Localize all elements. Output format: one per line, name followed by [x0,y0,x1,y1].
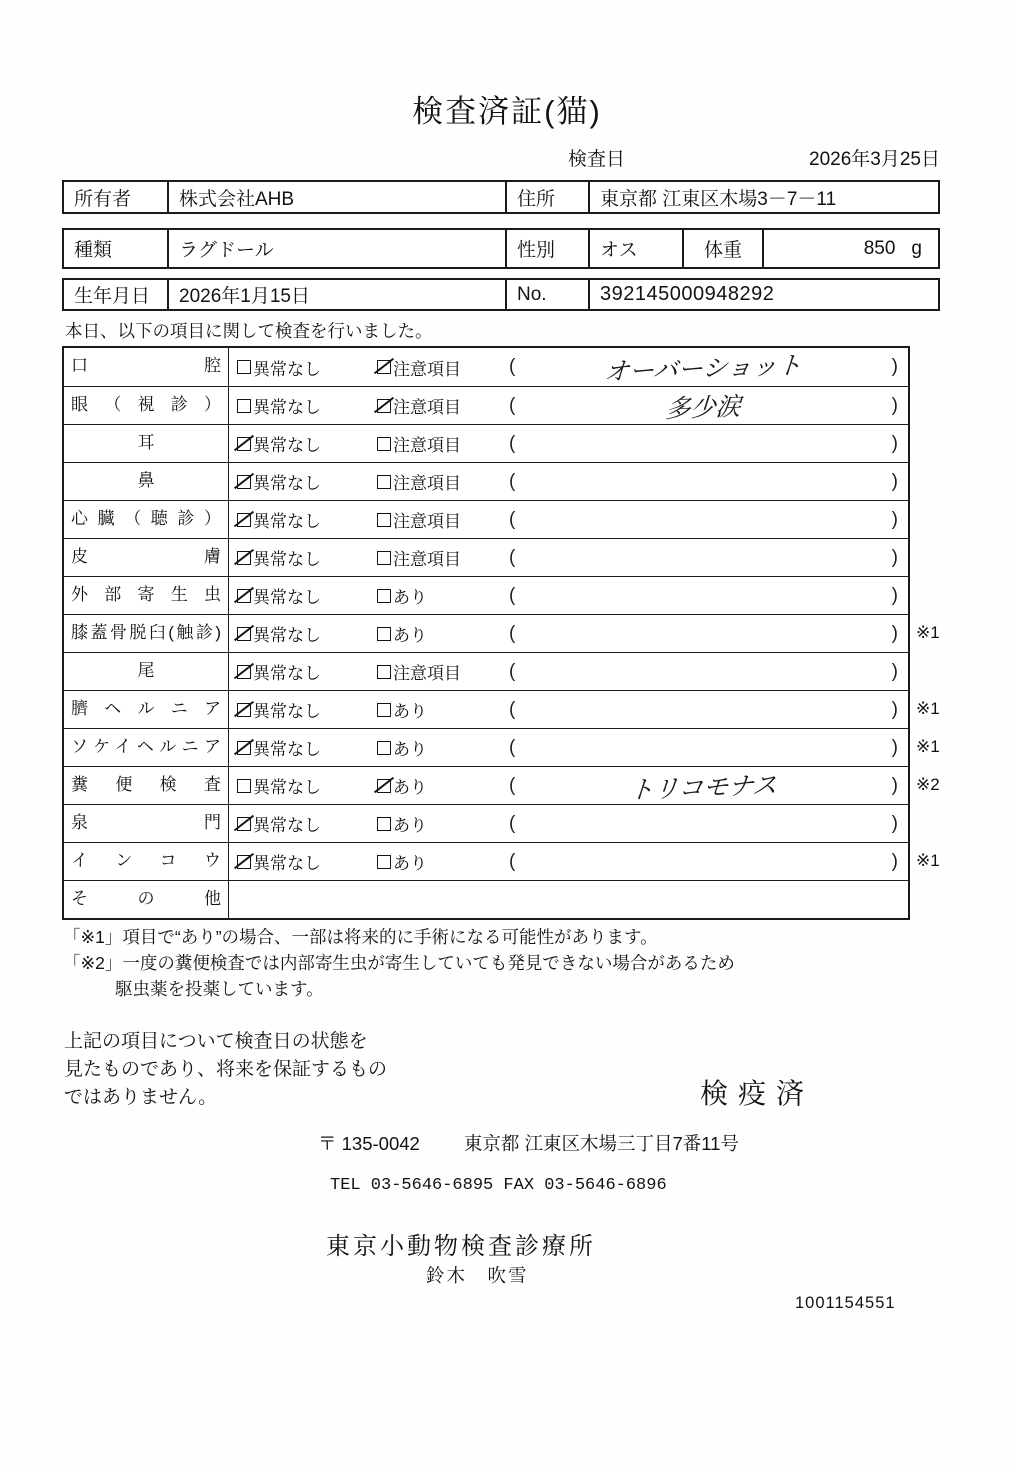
option-label: あり [393,626,427,645]
inspection-row-tail [64,652,908,690]
option-attention [377,659,509,684]
option-label: あり [393,702,427,721]
tel-fax: TEL 03-5646-6895 FAX 03-5646-6896 [330,1176,667,1195]
paren-open: ( [509,660,516,682]
option-label: 異常なし [253,512,321,531]
paren-close: ) [891,356,898,377]
checkbox-present [377,741,391,755]
item-label: 皮膚 [64,539,229,576]
option-label: 異常なし [253,626,321,645]
handwritten-finding: オーバーショット [603,351,804,387]
handwritten-finding [515,703,891,716]
option-label: 異常なし [253,740,321,759]
checkbox-normal [237,551,251,565]
paren-close: ) [891,850,898,872]
option-label: あり [393,854,427,873]
checkbox-normal [237,437,251,451]
item-label: 口腔 [64,348,229,386]
option-attention [377,469,509,494]
clinic-address-row [318,1130,739,1156]
weight-label: 体重 [684,230,764,267]
checkbox-present [377,779,391,793]
option-normal [237,583,377,608]
item-label: 心臓（聴診） [64,501,229,538]
note-mark: ※2 [916,775,940,794]
option-attention [377,507,509,532]
checkbox-normal [237,817,251,831]
serial-number: 1001154551 [795,1294,896,1312]
option-normal [237,355,377,380]
paren-open: ( [509,356,516,377]
postal-code: 〒 135-0042 [318,1133,420,1154]
inspection-row-inguinal-hernia [64,728,940,766]
paren-close: ) [891,584,898,606]
paren-open: ( [509,394,516,416]
checkbox-attention [377,551,391,565]
checkbox-normal [237,360,251,374]
option-label: 注意項目 [393,436,461,455]
option-label: あり [393,588,427,607]
option-label: 異常なし [253,778,321,797]
inspection-row-inkou [64,842,940,880]
option-label: 異常なし [253,854,321,873]
handwritten-finding [515,855,891,868]
option-normal [237,393,377,418]
inspection-row-ears [64,424,908,462]
inspection-date-value: 2026年3月25日 [809,149,940,170]
paren-close: ) [891,394,898,416]
clinic-address: 東京都 江東区木場三丁目7番11号 [463,1133,739,1154]
paren-close: ) [891,736,898,758]
checkbox-normal [237,399,251,413]
option-normal [237,469,377,494]
sex-value: オス [590,230,684,267]
inspection-row-fecal-exam [64,766,940,805]
option-label: 異常なし [253,550,321,569]
option-present [377,735,509,760]
option-label: 注意項目 [393,359,461,379]
birthdate-label: 生年月日 [64,280,169,309]
inspection-row-skin [64,538,908,576]
paren-open: ( [509,812,516,834]
option-present [377,811,509,836]
paren-close: ) [891,508,898,530]
option-normal [237,621,377,646]
option-normal [237,735,377,760]
option-present [377,697,509,722]
note-mark: ※1 [916,699,940,718]
checkbox-normal [237,475,251,489]
handwritten-finding [515,589,891,602]
option-label: 注意項目 [393,664,461,683]
footnotes [63,924,735,1002]
paren-open: ( [509,850,516,872]
option-normal [237,659,377,684]
option-normal [237,849,377,874]
weight-value: 850 [863,237,896,259]
checkbox-normal [237,665,251,679]
note-mark: ※1 [916,737,940,756]
checkbox-normal [237,703,251,717]
option-normal [237,431,377,456]
paren-open: ( [509,432,516,454]
option-label: あり [393,778,427,797]
footnote-2: 「※2」一度の糞便検査では内部寄生虫が寄生していても発見できない場合があるため [63,953,735,973]
note-mark: ※1 [916,623,940,642]
inspection-row-patella [64,614,940,652]
disclaimer-line: 上記の項目について検査日の状態を [64,1031,368,1052]
paren-open: ( [509,470,516,492]
option-normal [237,507,377,532]
inspection-table [62,346,940,920]
inspection-row-heart [64,500,908,538]
footnote-1: 「※1」項目で“あり”の場合、一部は将来的に手術になる可能性があります。 [63,927,658,947]
option-label: 異常なし [253,588,321,607]
item-label: 鼻 [64,463,229,500]
paren-close: ) [891,622,898,644]
option-label: あり [393,816,427,835]
option-label: 注意項目 [393,512,461,531]
quarantine-stamp: 検疫済 [700,1078,815,1109]
checkbox-normal [237,513,251,527]
checkbox-attention [377,475,391,489]
handwritten-finding [515,437,891,450]
paren-open: ( [509,698,516,720]
paren-close: ) [891,812,898,834]
option-present [377,583,509,608]
checkbox-normal [237,627,251,641]
inspection-row-external-parasite [64,576,908,614]
inspection-row-umbilical-hernia [64,690,940,728]
option-label: 異常なし [253,816,321,835]
inspection-row-eyes [64,386,908,424]
owner-row [62,180,940,214]
handwritten-finding: 多少涙 [664,392,742,423]
number-label: No. [507,280,590,309]
handwritten-finding [515,817,891,830]
item-label: 耳 [64,425,229,462]
paren-close: ) [891,698,898,720]
inspection-row-nose [64,462,908,500]
item-label: 臍ヘルニア [64,691,229,728]
paren-close: ) [891,432,898,454]
address-label: 住所 [507,182,590,212]
checkbox-attention [377,399,391,413]
checkbox-normal [237,855,251,869]
weight-unit: g [911,237,922,259]
disclaimer-line: 見たものであり、将来を保証するもの [64,1059,388,1080]
checkbox-present [377,817,391,831]
page-title: 検査済証(猫) [412,94,602,129]
option-label: 異常なし [253,359,321,379]
item-label: 泉門 [64,805,229,842]
paren-open: ( [509,546,516,568]
option-label: 注意項目 [393,550,461,569]
other-empty-cell [229,881,908,918]
checkbox-normal [237,779,251,793]
option-label: あり [393,740,427,759]
sex-label: 性別 [507,230,590,267]
option-label: 注意項目 [393,398,461,417]
checkbox-attention [377,513,391,527]
checkbox-present [377,627,391,641]
option-label: 異常なし [253,702,321,721]
item-label: その他 [64,881,229,918]
handwritten-finding [515,513,891,526]
item-label: 膝蓋骨脱臼(触診) [64,615,229,652]
address-value: 東京都 江東区木場3－7－11 [600,188,837,210]
handwritten-finding: トリコモナス [628,770,779,805]
checkbox-present [377,589,391,603]
option-present [377,773,509,798]
weight-cell [764,230,938,267]
handwritten-finding [515,475,891,488]
owner-value: 株式会社AHB [169,182,507,212]
birth-row [62,278,940,311]
option-normal [237,697,377,722]
item-label: 外部寄生虫 [64,577,229,614]
handwritten-finding [515,627,891,640]
option-attention [377,545,509,570]
disclaimer [64,1028,387,1112]
option-label: 異常なし [253,664,321,683]
option-attention [377,355,509,380]
birthdate-value: 2026年1月15日 [169,280,507,309]
microchip-number: 392145000948292 [600,283,775,305]
item-label: 眼（視診） [64,387,229,424]
option-label: 異常なし [253,474,321,493]
option-present [377,849,509,874]
item-label: ソケイヘルニア [64,729,229,766]
paren-open: ( [509,508,516,530]
inspection-date-row [568,144,940,171]
item-label: 尾 [64,653,229,690]
note-mark: ※1 [916,851,940,870]
option-label: 注意項目 [393,474,461,493]
inspection-row-other [64,880,908,918]
option-label: 異常なし [253,398,321,417]
checkbox-normal [237,589,251,603]
option-present [377,621,509,646]
checkbox-attention [377,437,391,451]
footnote-2-continued: 駆虫薬を投薬しています。 [115,979,324,999]
owner-label: 所有者 [64,182,169,212]
paren-close: ) [891,470,898,492]
handwritten-finding [515,551,891,564]
option-attention [377,431,509,456]
checkbox-attention [377,360,391,374]
paren-close: ) [891,774,898,796]
checkbox-present [377,703,391,717]
veterinarian-name: 鈴木 吹雪 [426,1265,529,1286]
inspection-date-label: 検査日 [568,149,626,170]
handwritten-finding [515,741,891,754]
clinic-name: 東京小動物検査診療所 [326,1233,596,1260]
option-label: 異常なし [253,436,321,455]
breed-label: 種類 [64,230,169,267]
inspection-row-fontanelle [64,804,908,842]
paren-open: ( [509,774,516,796]
inspection-row-oral [64,348,908,386]
option-normal [237,545,377,570]
paren-open: ( [509,584,516,606]
paren-open: ( [509,622,516,644]
paren-close: ) [891,660,898,682]
option-normal [237,773,377,798]
intro-text: 本日、以下の項目に関して検査を行いました。 [65,321,433,341]
option-normal [237,811,377,836]
checkbox-present [377,855,391,869]
option-attention [377,393,509,418]
disclaimer-line: ではありません。 [64,1087,218,1108]
checkbox-normal [237,741,251,755]
item-label: 糞便検査 [64,767,229,804]
paren-open: ( [509,736,516,758]
checkbox-attention [377,665,391,679]
breed-value: ラグドール [169,230,507,267]
handwritten-finding [515,665,891,678]
breed-row [62,228,940,269]
item-label: インコウ [64,843,229,880]
paren-close: ) [891,546,898,568]
